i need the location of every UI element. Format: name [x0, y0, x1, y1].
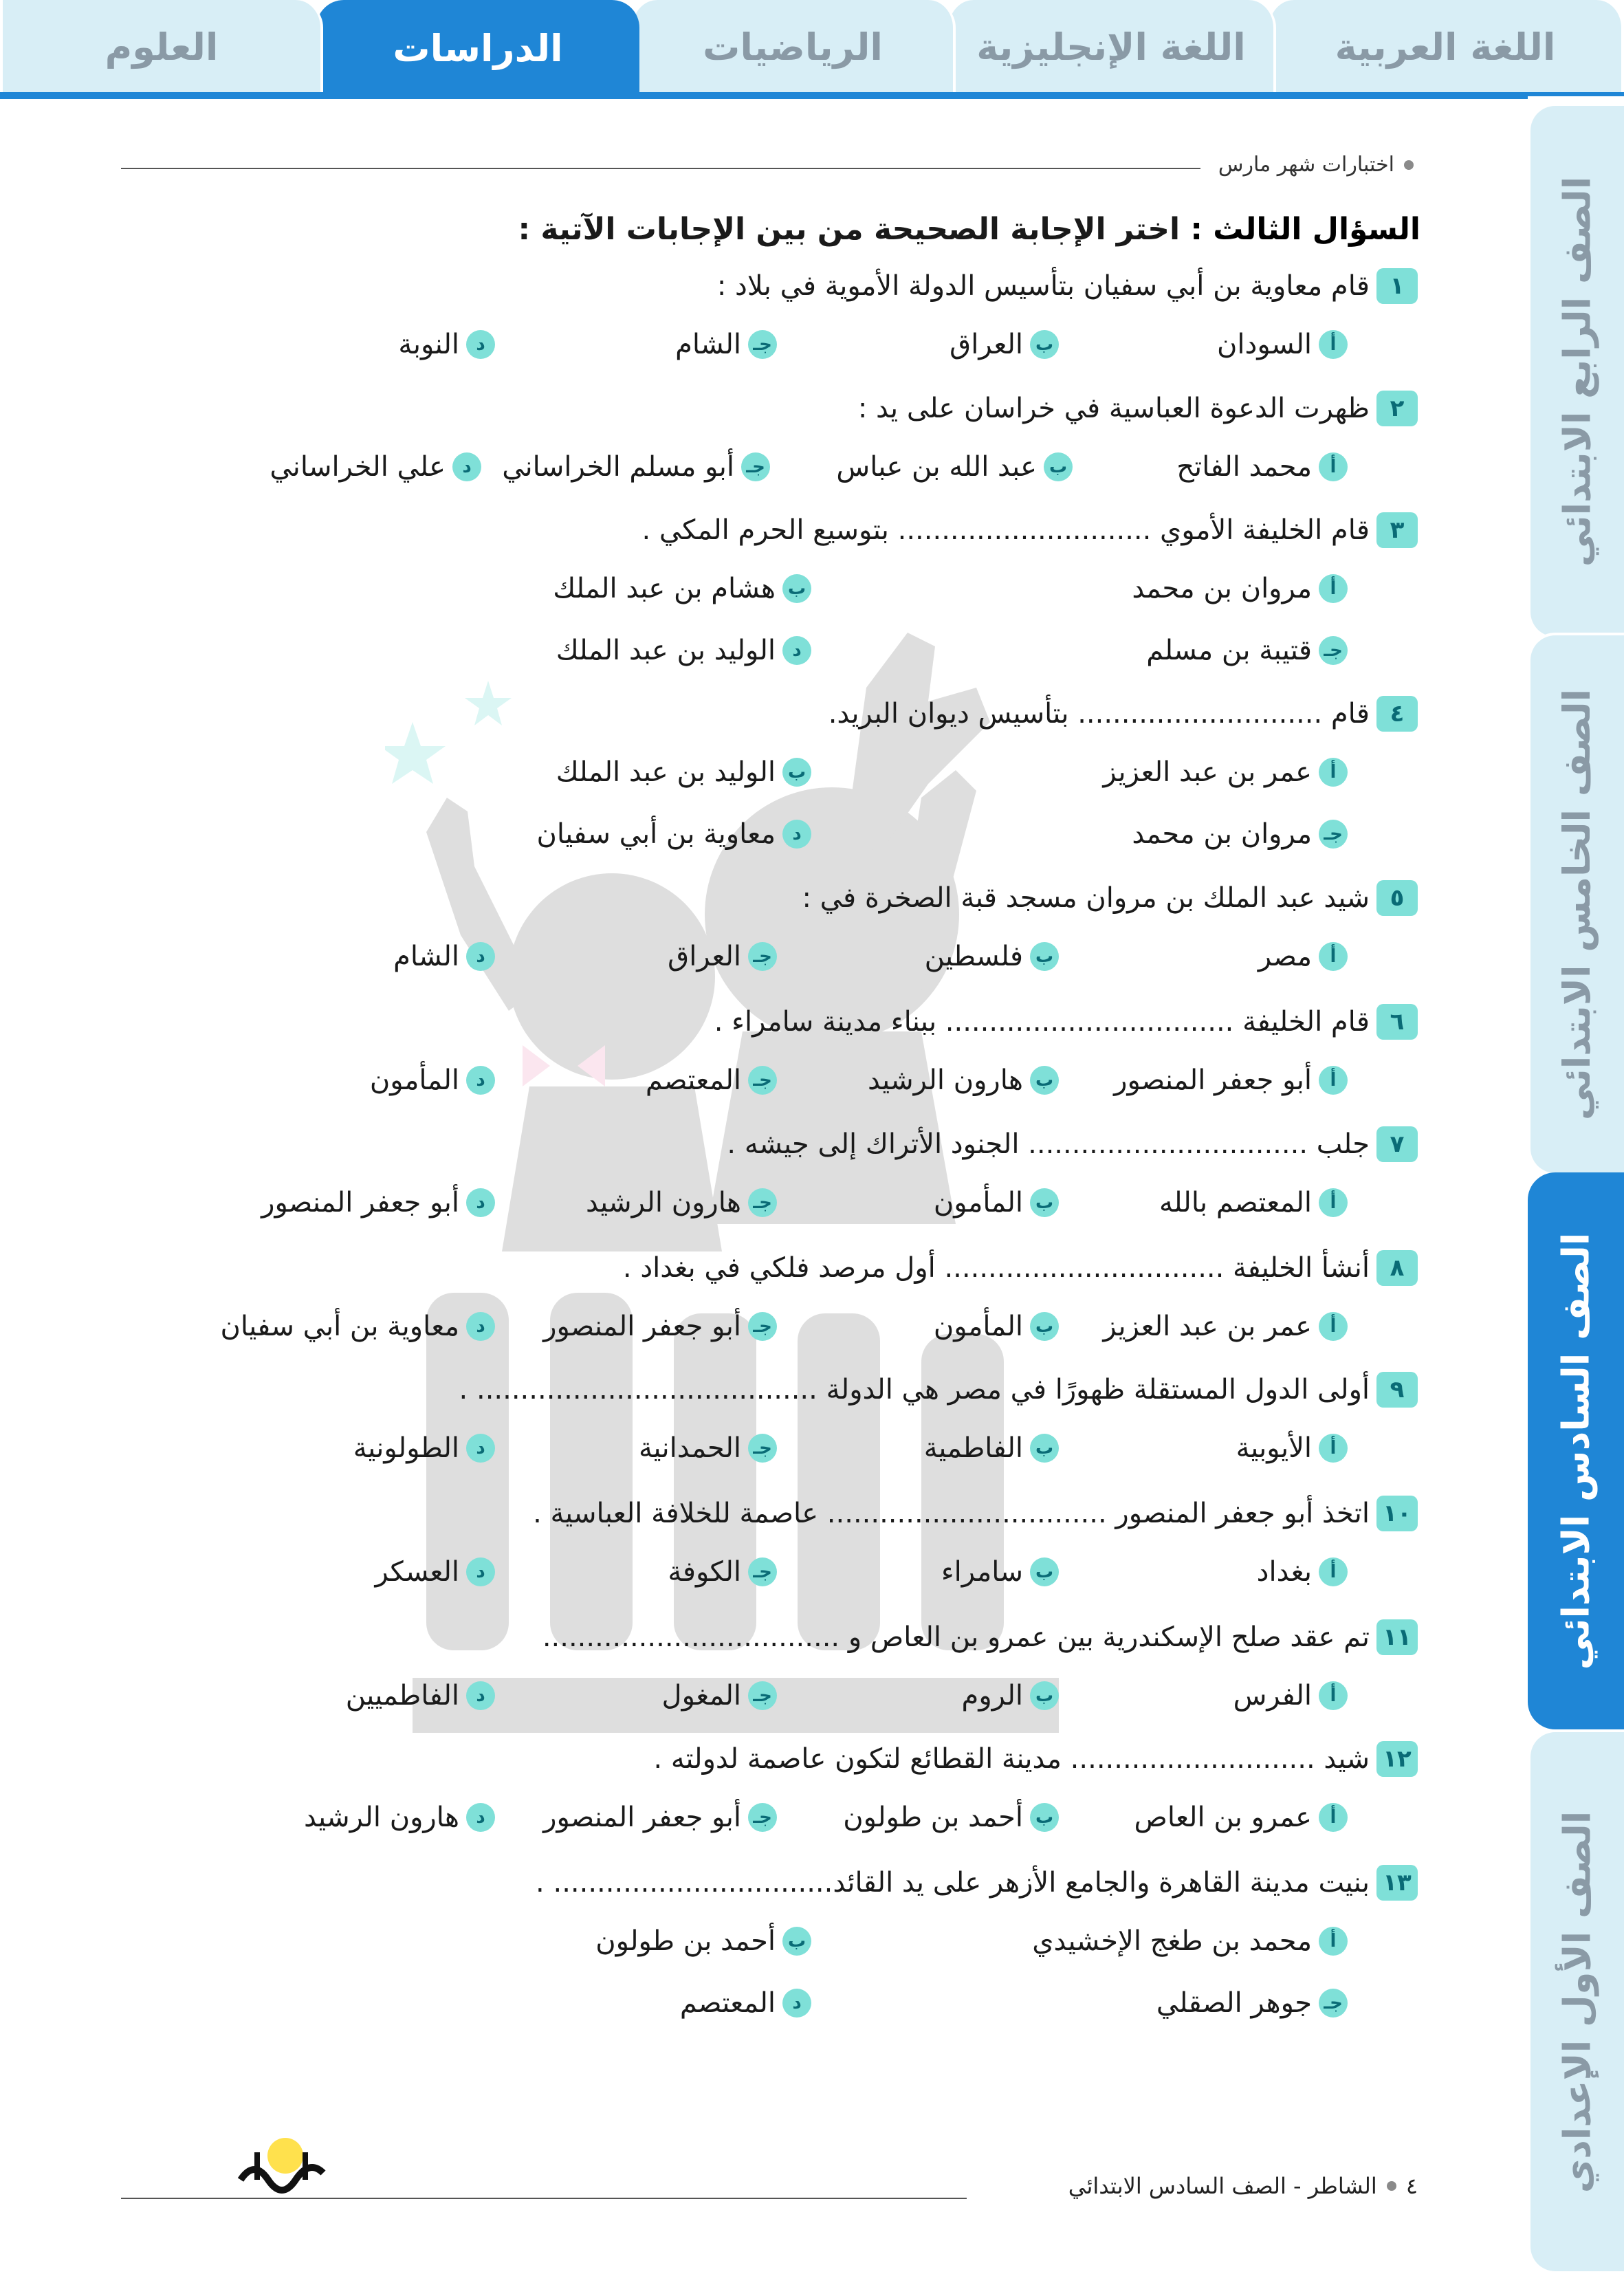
side-tab-grade-6[interactable] — [1528, 1172, 1624, 1729]
option-text: السودان — [1217, 329, 1312, 360]
option-letter-badge: جـ — [748, 1434, 777, 1463]
option-text: الأيوبية — [1236, 1432, 1312, 1464]
answer-option[interactable] — [1004, 635, 1348, 666]
question-number-badge: ٩ — [1376, 1372, 1418, 1408]
answer-option[interactable] — [151, 1802, 495, 1833]
option-letter-badge: جـ — [1319, 820, 1348, 849]
option-letter-badge: أ — [1319, 1066, 1348, 1095]
option-text: الفاطمية — [923, 1432, 1023, 1464]
option-letter-badge: ب — [1030, 330, 1059, 359]
question-number-badge: ٣ — [1376, 512, 1418, 548]
option-letter-badge: جـ — [748, 1681, 777, 1710]
question-item — [829, 696, 1418, 732]
option-letter-badge: جـ — [748, 330, 777, 359]
option-letter-badge: ب — [1030, 1681, 1059, 1710]
question-stem: قام ............................ بتأسيس ديوان البريد. — [828, 698, 1370, 730]
option-letter-badge: جـ — [748, 1557, 777, 1586]
answer-option[interactable] — [151, 1187, 495, 1218]
option-text: العراق — [950, 329, 1023, 360]
option-letter-badge: د — [466, 942, 495, 971]
tab-english[interactable] — [946, 0, 1276, 96]
option-letter-badge: أ — [1319, 1312, 1348, 1341]
option-letter-badge: ب — [1030, 1803, 1059, 1832]
option-letter-badge: أ — [1319, 330, 1348, 359]
answer-option[interactable] — [1004, 818, 1348, 850]
option-letter-badge: د — [782, 820, 811, 849]
option-text: عمرو بن العاص — [1134, 1802, 1312, 1833]
tab-underline — [0, 92, 1624, 99]
exam-header — [1218, 153, 1414, 177]
option-text: معاوية بن أبي سفيان — [220, 1311, 459, 1342]
question-stem: تم عقد صلح الإسكندرية بين عمرو بن العاص و .................................. — [542, 1621, 1370, 1653]
option-text: الشام — [675, 329, 741, 360]
option-text: هشام بن عبد الملك — [553, 573, 776, 604]
question-item — [623, 1250, 1418, 1286]
question-stem: شيد عبد الملك بن مروان مسجد قبة الصخرة في : — [802, 882, 1370, 914]
exam-header-label: اختبارات شهر مارس — [1218, 153, 1394, 177]
question-number-badge: ٥ — [1376, 880, 1418, 916]
question-stem: أولى الدول المستقلة ظهورًا في مصر هي الدولة ....................................... . — [459, 1374, 1370, 1406]
answer-option[interactable] — [151, 1311, 495, 1342]
option-letter-badge: ب — [1030, 942, 1059, 971]
question-stem: ظهرت الدعوة العباسية في خراسان على يد : — [857, 393, 1370, 424]
question-stem: بنيت مدينة القاهرة والجامع الأزهر على يد القائد................................ . — [536, 1867, 1370, 1899]
option-letter-badge: جـ — [748, 1188, 777, 1217]
question-item — [641, 512, 1418, 548]
side-tab-label: الصف الأول الإعدادي — [1555, 1811, 1599, 2193]
option-letter-badge: ب — [782, 758, 811, 787]
option-letter-badge: أ — [1319, 1681, 1348, 1710]
side-tab-grade-5[interactable] — [1528, 633, 1624, 1176]
question-item — [802, 880, 1418, 916]
option-text: هارون الرشيد — [586, 1187, 741, 1218]
question-item — [727, 1126, 1418, 1162]
question-lead: السؤال الثالث : — [1190, 212, 1420, 247]
answer-option[interactable] — [151, 1680, 495, 1712]
question-number-badge: ٤ — [1376, 696, 1418, 732]
option-text: الطولونية — [353, 1432, 459, 1464]
answer-option[interactable] — [1004, 1925, 1348, 1957]
option-text: بغداد — [1256, 1556, 1312, 1588]
option-letter-badge: ب — [1030, 1312, 1059, 1341]
option-text: أبو جعفر المنصور — [1114, 1064, 1312, 1096]
option-letter-badge: أ — [1319, 1188, 1348, 1217]
option-text: المعتصم — [645, 1064, 741, 1096]
tab-label: الرياضيات — [703, 25, 883, 69]
tab-science[interactable] — [0, 0, 323, 96]
option-text: أبو جعفر المنصور — [261, 1187, 459, 1218]
option-text: أحمد بن طولون — [843, 1802, 1023, 1833]
option-letter-badge: د — [466, 1681, 495, 1710]
option-letter-badge: ب — [782, 1927, 811, 1956]
option-text: مصر — [1258, 941, 1312, 972]
option-letter-badge: أ — [1319, 452, 1348, 481]
question-number-badge: ١١ — [1376, 1619, 1418, 1655]
option-text: أبو جعفر المنصور — [543, 1802, 741, 1833]
option-letter-badge: أ — [1319, 1927, 1348, 1956]
question-item — [533, 1496, 1418, 1531]
answer-option[interactable] — [151, 1064, 495, 1096]
answer-option[interactable] — [151, 329, 495, 360]
option-text: العراق — [668, 941, 741, 972]
option-letter-badge: أ — [1319, 574, 1348, 603]
answer-option[interactable] — [468, 1987, 811, 2019]
question-number-badge: ١٠ — [1376, 1496, 1418, 1531]
answer-option[interactable] — [729, 451, 1073, 483]
option-text: النوبة — [398, 329, 459, 360]
question-item — [542, 1619, 1418, 1655]
tab-label: اللغة الإنجليزية — [976, 25, 1246, 69]
page-number: ٤ — [1405, 2173, 1418, 2199]
option-text: محمد الفاتح — [1176, 451, 1312, 483]
answer-option[interactable] — [1004, 573, 1348, 604]
option-text: المأمون — [369, 1064, 459, 1096]
question-stem: أنشأ الخليفة ................................ أول مرصد فلكي في بغداد . — [622, 1252, 1370, 1284]
option-letter-badge: جـ — [1319, 1989, 1348, 2018]
tab-arabic[interactable] — [1266, 0, 1624, 96]
question-number-badge: ٦ — [1376, 1004, 1418, 1040]
option-text: فلسطين — [924, 941, 1023, 972]
question-number-badge: ٢ — [1376, 391, 1418, 426]
option-text: الوليد بن عبد الملك — [556, 635, 776, 666]
option-letter-badge: د — [782, 1989, 811, 2018]
option-letter-badge: أ — [1319, 1803, 1348, 1832]
option-text: المأمون — [933, 1187, 1023, 1218]
answer-option[interactable] — [151, 1432, 495, 1464]
answer-option[interactable] — [468, 635, 811, 666]
side-tab-label: الصف السادس الابتدائي — [1554, 1232, 1598, 1670]
question-stem: شيد ............................ مدينة القطائع لتكون عاصمة لدولته . — [653, 1743, 1370, 1775]
option-letter-badge: أ — [1319, 1434, 1348, 1463]
option-text: الكوفة — [668, 1556, 741, 1588]
side-tab-label: الصف الخامس الابتدائي — [1555, 688, 1599, 1120]
option-text: علي الخراساني — [270, 451, 446, 483]
option-letter-badge: ب — [1030, 1557, 1059, 1586]
publisher-logo-icon — [227, 2132, 330, 2200]
option-text: أبو جعفر المنصور — [543, 1311, 741, 1342]
option-letter-badge: ب — [782, 574, 811, 603]
option-letter-badge: د — [466, 1434, 495, 1463]
option-letter-badge: د — [782, 636, 811, 665]
option-letter-badge: د — [466, 1188, 495, 1217]
option-text: محمد بن طغج الإخشيدي — [1032, 1925, 1312, 1957]
subject-tab-bar — [0, 0, 1624, 98]
option-text: المعتصم بالله — [1159, 1187, 1312, 1218]
question-item — [653, 1741, 1418, 1777]
question-number-badge: ١٢ — [1376, 1741, 1418, 1777]
answer-option[interactable] — [468, 756, 811, 788]
option-text: جوهر الصقلي — [1156, 1987, 1312, 2019]
question-stem: قام الخليفة الأموي ............................. بتوسيع الحرم المكي . — [641, 514, 1370, 546]
option-text: المأمون — [933, 1311, 1023, 1342]
option-text: هارون الرشيد — [868, 1064, 1023, 1096]
option-text: الحمدانية — [638, 1432, 741, 1464]
tab-label: الدراسات — [393, 26, 563, 70]
answer-option[interactable] — [138, 451, 481, 483]
question-number-badge: ٧ — [1376, 1126, 1418, 1162]
option-text: مروان بن محمد — [1132, 573, 1312, 604]
side-tab-label: الصف الرابع الابتدائي — [1555, 176, 1599, 567]
option-letter-badge: د — [466, 1557, 495, 1586]
option-text: معاوية بن أبي سفيان — [536, 818, 776, 850]
question-item — [858, 391, 1418, 426]
option-letter-badge: جـ — [748, 1803, 777, 1832]
tab-label: العلوم — [105, 25, 219, 69]
option-text: أبو مسلم الخراساني — [502, 451, 734, 483]
option-text: الفرس — [1233, 1680, 1312, 1712]
question-item — [714, 1004, 1418, 1040]
option-text: الوليد بن عبد الملك — [556, 756, 776, 788]
option-text: الشام — [393, 941, 459, 972]
option-letter-badge: د — [466, 330, 495, 359]
option-letter-badge: ب — [1030, 1188, 1059, 1217]
option-text: عمر بن عبد العزيز — [1103, 756, 1312, 788]
option-text: قتيبة بن مسلم — [1146, 635, 1312, 666]
question-stem: قام الخليفة ................................. ببناء مدينة سامراء . — [714, 1006, 1370, 1038]
option-letter-badge: أ — [1319, 1557, 1348, 1586]
option-text: أحمد بن طولون — [595, 1925, 776, 1957]
tab-label: اللغة العربية — [1335, 25, 1556, 69]
question-stem: اتخذ أبو جعفر المنصور ................................ عاصمة للخلافة العباسية . — [533, 1498, 1370, 1529]
option-text: الروم — [961, 1680, 1023, 1712]
question-item — [459, 1372, 1418, 1408]
option-letter-badge: ب — [1030, 1434, 1059, 1463]
question-item — [536, 1865, 1418, 1901]
page-footer — [1068, 2173, 1418, 2199]
option-letter-badge: ب — [1030, 1066, 1059, 1095]
bullet-dot-icon — [1404, 160, 1414, 170]
option-text: مروان بن محمد — [1132, 818, 1312, 850]
option-letter-badge: أ — [1319, 942, 1348, 971]
tab-social-studies[interactable] — [316, 0, 639, 96]
option-letter-badge: ب — [1044, 452, 1073, 481]
option-letter-badge: جـ — [741, 452, 770, 481]
option-letter-badge: أ — [1319, 758, 1348, 787]
answer-option[interactable] — [468, 1925, 811, 1957]
question-instruction: اختر الإجابة الصحيحة من بين الإجابات الآتية : — [518, 212, 1191, 247]
side-tab-grade-4[interactable] — [1528, 103, 1624, 639]
option-letter-badge: جـ — [748, 1312, 777, 1341]
answer-option[interactable] — [468, 818, 811, 850]
footer-text: الشاطر - الصف السادس الابتدائي — [1068, 2173, 1377, 2199]
option-text: عمر بن عبد العزيز — [1103, 1311, 1312, 1342]
option-text: هارون الرشيد — [304, 1802, 459, 1833]
tab-math[interactable] — [630, 0, 956, 96]
header-rule — [121, 168, 1200, 169]
answer-option[interactable] — [468, 573, 811, 604]
option-text: المعتصم — [679, 1987, 776, 2019]
question-item — [717, 268, 1418, 304]
option-text: المغول — [661, 1680, 741, 1712]
option-text: سامراء — [941, 1556, 1023, 1588]
answer-option[interactable] — [151, 941, 495, 972]
question-stem: قام معاوية بن أبي سفيان بتأسيس الدولة الأموية في بلاد : — [716, 270, 1370, 302]
answer-option[interactable] — [1004, 756, 1348, 788]
option-letter-badge: جـ — [748, 1066, 777, 1095]
option-letter-badge: د — [452, 452, 481, 481]
question-number-badge: ٨ — [1376, 1250, 1418, 1286]
option-letter-badge: د — [466, 1066, 495, 1095]
bullet-dot-icon — [1387, 2181, 1396, 2191]
question-title — [518, 212, 1420, 247]
option-letter-badge: جـ — [748, 942, 777, 971]
option-letter-badge: د — [466, 1312, 495, 1341]
answer-option[interactable] — [1004, 1987, 1348, 2019]
answer-option[interactable] — [151, 1556, 495, 1588]
option-text: العسكر — [375, 1556, 459, 1588]
option-text: الفاطميين — [345, 1680, 459, 1712]
option-letter-badge: جـ — [1319, 636, 1348, 665]
option-text: عبد الله بن عباس — [836, 451, 1037, 483]
question-number-badge: ١ — [1376, 268, 1418, 304]
question-number-badge: ١٣ — [1376, 1865, 1418, 1901]
question-stem: جلب ................................ الجنود الأتراك إلى جيشه . — [727, 1128, 1370, 1160]
option-letter-badge: د — [466, 1803, 495, 1832]
side-tab-prep-1[interactable] — [1528, 1729, 1624, 2274]
